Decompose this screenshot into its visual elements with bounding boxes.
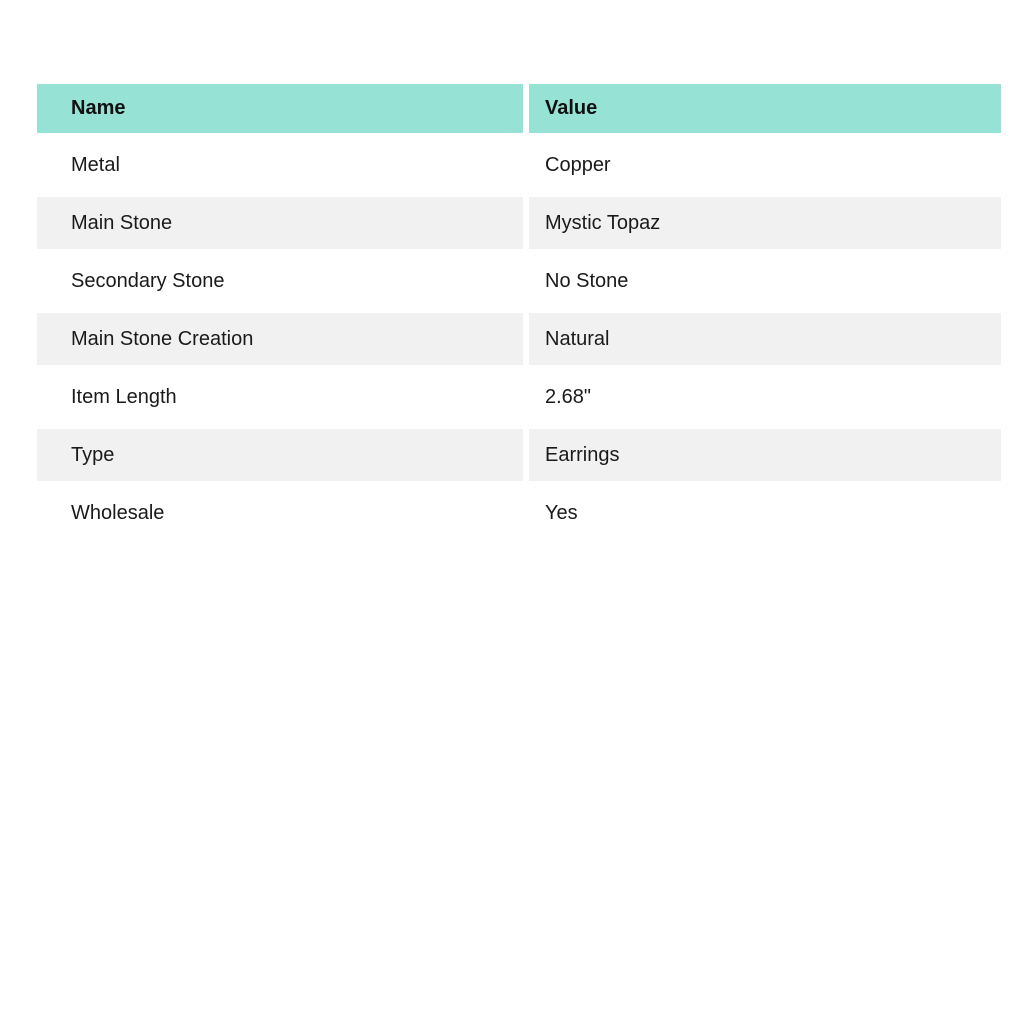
row-attribute-name: Main Stone Creation <box>37 313 523 365</box>
table-body <box>37 139 1001 539</box>
table-row <box>37 487 1001 539</box>
table-row <box>37 371 1001 423</box>
row-attribute-value: 2.68" <box>529 371 1001 423</box>
row-attribute-value: Mystic Topaz <box>529 197 1001 249</box>
row-attribute-name: Type <box>37 429 523 481</box>
table-row <box>37 197 1001 249</box>
product-spec-table <box>37 84 1001 539</box>
table-row <box>37 139 1001 191</box>
row-attribute-value: Yes <box>529 487 1001 539</box>
row-attribute-name: Wholesale <box>37 487 523 539</box>
table-header-row <box>37 84 1001 133</box>
row-attribute-name: Main Stone <box>37 197 523 249</box>
row-attribute-name: Secondary Stone <box>37 255 523 307</box>
table-row <box>37 429 1001 481</box>
row-attribute-name: Item Length <box>37 371 523 423</box>
table-row <box>37 313 1001 365</box>
row-attribute-value: Earrings <box>529 429 1001 481</box>
column-header-name: Name <box>37 84 523 133</box>
row-attribute-name: Metal <box>37 139 523 191</box>
row-attribute-value: Natural <box>529 313 1001 365</box>
table-row <box>37 255 1001 307</box>
row-attribute-value: No Stone <box>529 255 1001 307</box>
row-attribute-value: Copper <box>529 139 1001 191</box>
column-header-value: Value <box>529 84 1001 133</box>
